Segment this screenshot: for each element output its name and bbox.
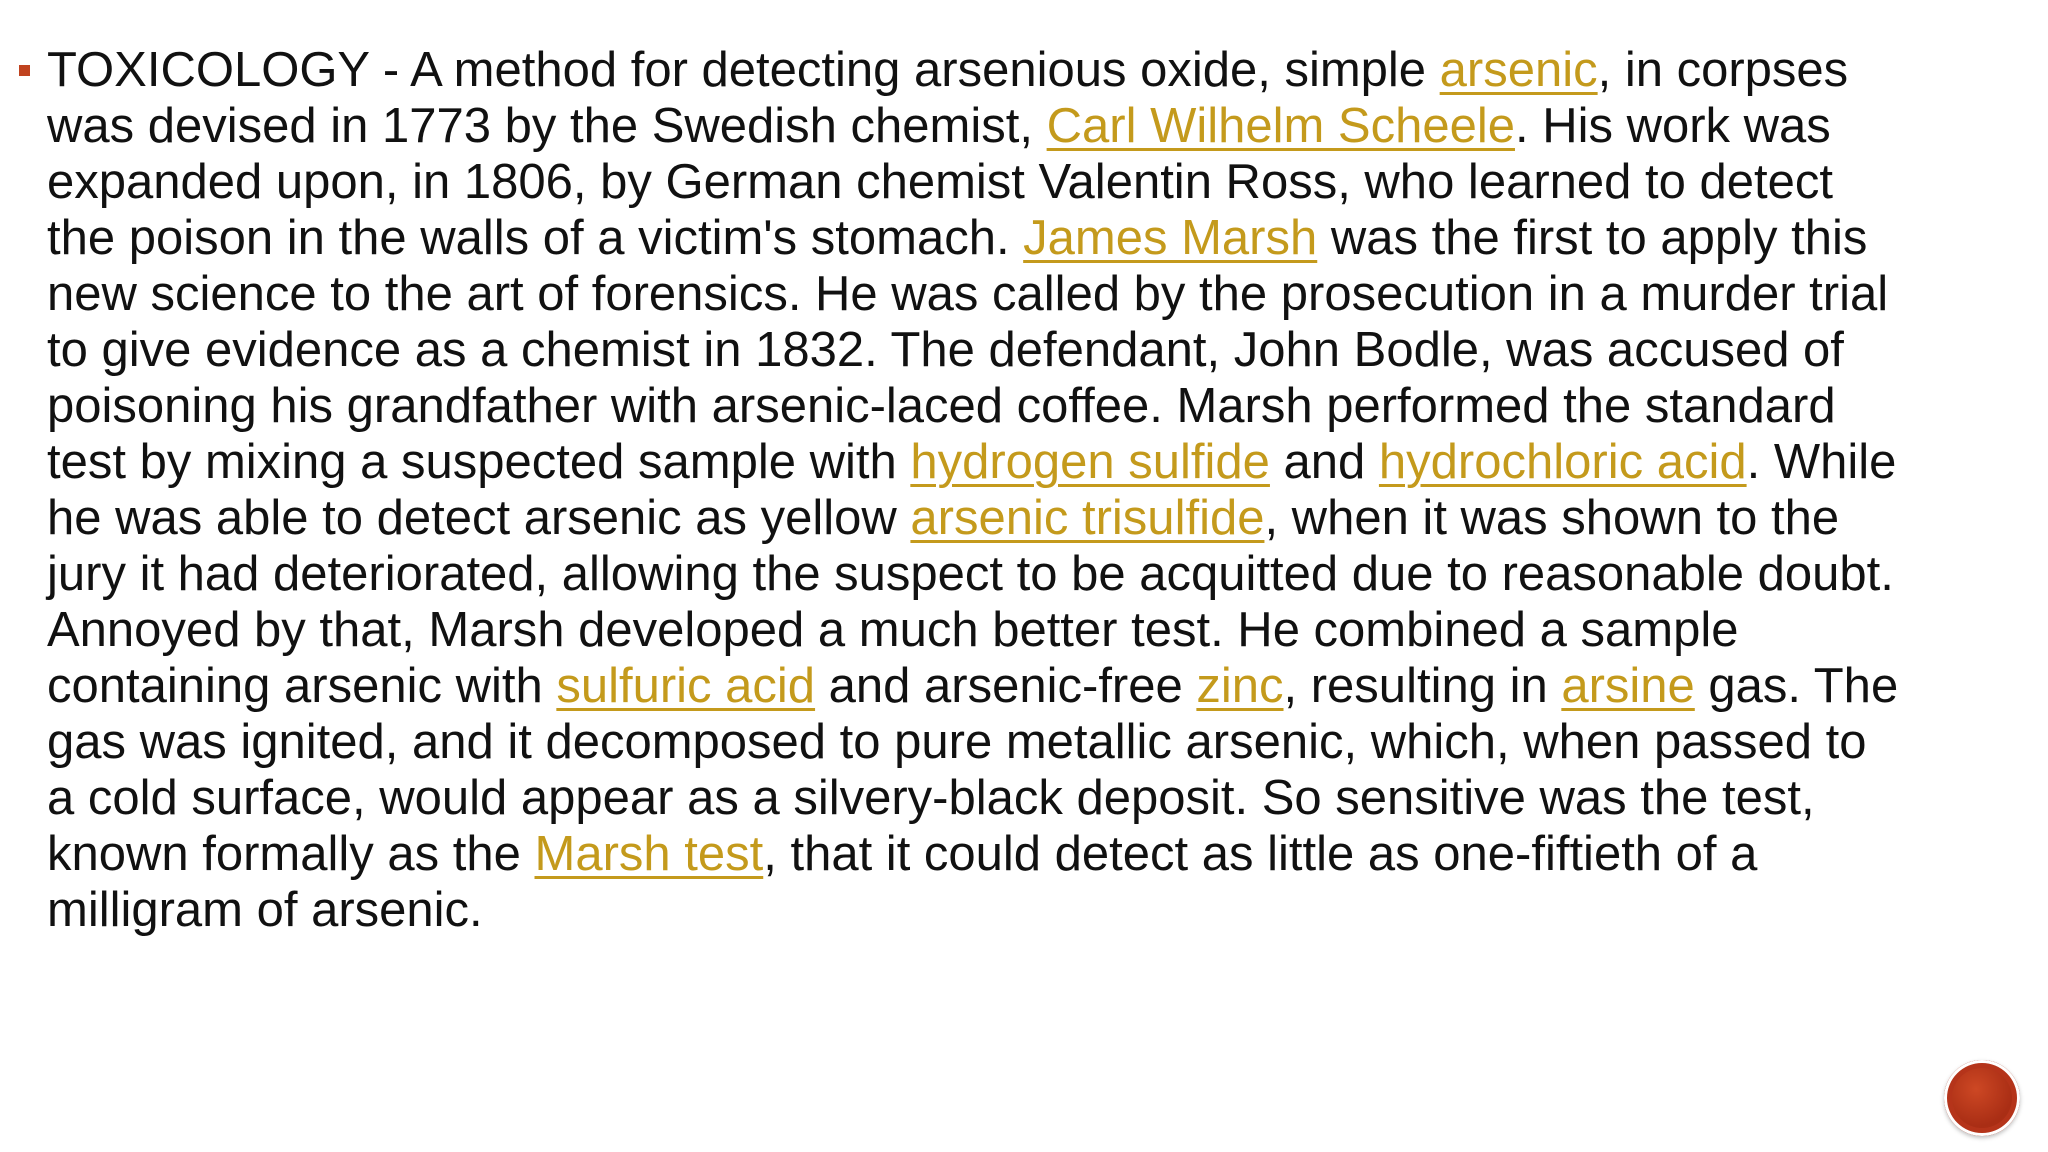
- text-line: [47, 770, 2027, 826]
- text-line: [47, 98, 2027, 154]
- text-segment: Annoyed by that, Marsh developed a much better test. He combined a sample: [47, 603, 1739, 657]
- link-hydrogen-sulfide[interactable]: hydrogen sulfide: [910, 435, 1270, 489]
- square-bullet-icon: [19, 65, 30, 76]
- text-line: [47, 602, 2027, 658]
- text-line: [47, 826, 2027, 882]
- text-segment: a cold surface, would appear as a silvery-black deposit. So sensitive was the test,: [47, 771, 1815, 825]
- text-line: [47, 42, 2027, 98]
- text-segment: to give evidence as a chemist in 1832. The defendant, John Bodle, was accused of: [47, 323, 1844, 377]
- text-segment: poisoning his grandfather with arsenic-laced coffee. Marsh performed the standard: [47, 379, 1836, 433]
- text-line: [47, 434, 2027, 490]
- text-segment: . While: [1746, 435, 1897, 489]
- text-line: [47, 882, 2027, 938]
- text-segment: known formally as the: [47, 827, 535, 881]
- text-line: [47, 266, 2027, 322]
- link-james-marsh[interactable]: James Marsh: [1023, 211, 1318, 265]
- text-segment: containing arsenic with: [47, 659, 557, 713]
- text-line: [47, 378, 2027, 434]
- text-segment: was devised in 1773 by the Swedish chemist,: [47, 99, 1047, 153]
- text-line: [47, 322, 2027, 378]
- link-arsenic-trisulfide[interactable]: arsenic trisulfide: [910, 491, 1265, 545]
- text-segment: , resulting in: [1283, 659, 1562, 713]
- circle-nav-button-icon[interactable]: [1944, 1060, 2020, 1136]
- text-segment: new science to the art of forensics. He was called by the prosecution in a murder trial: [47, 267, 1889, 321]
- text-segment: , that it could detect as little as one-fiftieth of a: [763, 827, 1758, 881]
- text-segment: , when it was shown to the: [1264, 491, 1840, 545]
- link-arsenic[interactable]: arsenic: [1439, 43, 1598, 97]
- text-segment: milligram of arsenic.: [47, 883, 483, 937]
- text-segment: gas was ignited, and it decomposed to pure metallic arsenic, which, when passed to: [47, 715, 1867, 769]
- text-segment: was the first to apply this: [1317, 211, 1868, 265]
- text-segment: and: [1269, 435, 1379, 489]
- text-segment: expanded upon, in 1806, by German chemist Valentin Ross, who learned to detect: [47, 155, 1833, 209]
- text-line: [47, 546, 2027, 602]
- text-segment: TOXICOLOGY - A method for detecting arsenious oxide, simple: [47, 43, 1440, 97]
- link-sulfuric-acid[interactable]: sulfuric acid: [556, 659, 816, 713]
- text-segment: . His work was: [1514, 99, 1831, 153]
- text-segment: , in corpses: [1597, 43, 1849, 97]
- text-segment: he was able to detect arsenic as yellow: [47, 491, 911, 545]
- text-segment: the poison in the walls of a victim's stomach.: [47, 211, 1024, 265]
- text-line: [47, 658, 2027, 714]
- text-segment: jury it had deteriorated, allowing the suspect to be acquitted due to reasonable doubt.: [47, 547, 1894, 601]
- text-line: [47, 714, 2027, 770]
- link-hydrochloric-acid[interactable]: hydrochloric acid: [1378, 435, 1747, 489]
- text-segment: and arsenic-free: [815, 659, 1197, 713]
- link-zinc[interactable]: zinc: [1196, 659, 1284, 713]
- link-marsh-test[interactable]: Marsh test: [534, 827, 764, 881]
- link-carl-wilhelm-scheele[interactable]: Carl Wilhelm Scheele: [1046, 99, 1515, 153]
- bullet-paragraph: [47, 42, 2027, 938]
- link-arsine[interactable]: arsine: [1561, 659, 1695, 713]
- text-line: [47, 154, 2027, 210]
- text-line: [47, 210, 2027, 266]
- text-segment: gas. The: [1694, 659, 1899, 713]
- text-line: [47, 490, 2027, 546]
- text-segment: test by mixing a suspected sample with: [47, 435, 911, 489]
